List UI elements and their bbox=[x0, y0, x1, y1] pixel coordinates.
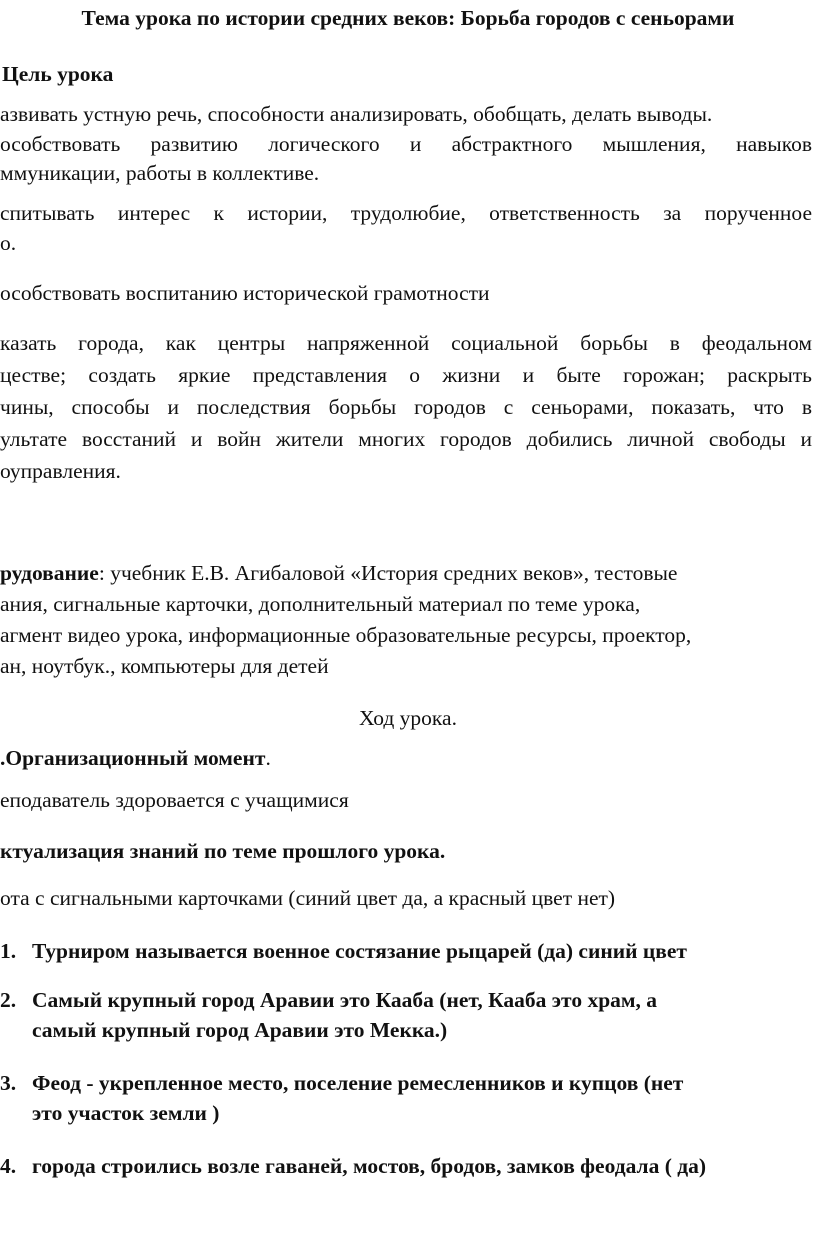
question-3-line-2: это участок земли ) bbox=[32, 1101, 220, 1125]
question-4-number: 4. bbox=[0, 1154, 17, 1178]
equipment-label: рудование bbox=[0, 561, 99, 585]
question-3-line-1: Феод - укрепленное место, поселение ремесленников и купцов (нет bbox=[32, 1071, 684, 1095]
equipment-text: : учебник Е.В. Агибаловой «История средних веков», тестовые bbox=[98, 561, 678, 585]
stage-1-text: еподаватель здоровается с учащимися bbox=[0, 788, 349, 812]
question-4-line-1: города строились возле гаваней, мостов, бродов, замков феодала ( да) bbox=[32, 1154, 707, 1178]
question-1-line-1: Турниром называется военное состязание рыцарей (да) синий цвет bbox=[32, 939, 687, 963]
question-3-number: 3. bbox=[0, 1071, 17, 1095]
task-line-3: чины, способы и последствия борьбы городов с сеньорами, показать, что в bbox=[0, 395, 812, 419]
task-line-2: цестве; создать яркие представления о жизни и быте горожан; раскрыть bbox=[0, 363, 812, 387]
cards-text: ота с сигнальными карточками (синий цвет да, а красный цвет нет) bbox=[0, 886, 616, 910]
goal-line-2: особствовать развитию логического и абстрактного мышления, навыков bbox=[0, 132, 812, 156]
goal-line-3: ммуникации, работы в коллективе. bbox=[0, 161, 320, 185]
stage-1-tail: . bbox=[265, 746, 271, 770]
page-title: Тема урока по истории средних веков: Борьба городов с сеньорами bbox=[81, 6, 735, 30]
stage-2-heading: ктуализация знаний по теме прошлого урока. bbox=[0, 839, 446, 863]
task-line-1: казать города, как центры напряженной социальной борьбы в феодальном bbox=[0, 331, 812, 355]
goal-line-1: азвивать устную речь, способности анализировать, обобщать, делать выводы. bbox=[0, 102, 713, 126]
goal-heading: Цель урока bbox=[2, 62, 114, 86]
equipment-line-3: агмент видео урока, информационные образовательные ресурсы, проектор, bbox=[0, 623, 692, 647]
goal-line-5: о. bbox=[0, 231, 17, 255]
stage-1-label: .Организационный момент bbox=[0, 746, 266, 770]
question-2-number: 2. bbox=[0, 988, 17, 1012]
equipment-line-1 bbox=[0, 560, 677, 586]
question-2-line-2: самый крупный город Аравии это Мекка.) bbox=[32, 1018, 448, 1042]
task-line-4: ультате восстаний и войн жители многих городов добились личной свободы и bbox=[0, 427, 812, 451]
question-2-line-1: Самый крупный город Аравии это Кааба (нет, Кааба это храм, а bbox=[32, 988, 658, 1012]
task-line-5: оуправления. bbox=[0, 459, 121, 483]
equipment-line-2: ания, сигнальные карточки, дополнительный материал по теме урока, bbox=[0, 592, 641, 616]
course-heading: Ход урока. bbox=[359, 706, 457, 730]
question-1-number: 1. bbox=[0, 939, 17, 963]
goal-line-4: спитывать интерес к истории, трудолюбие, ответственность за порученное bbox=[0, 201, 812, 225]
equipment-line-4: ан, ноутбук., компьютеры для детей bbox=[0, 654, 329, 678]
stage-1-heading bbox=[0, 745, 271, 771]
goal-line-6: особствовать воспитанию исторической грамотности bbox=[0, 281, 490, 305]
